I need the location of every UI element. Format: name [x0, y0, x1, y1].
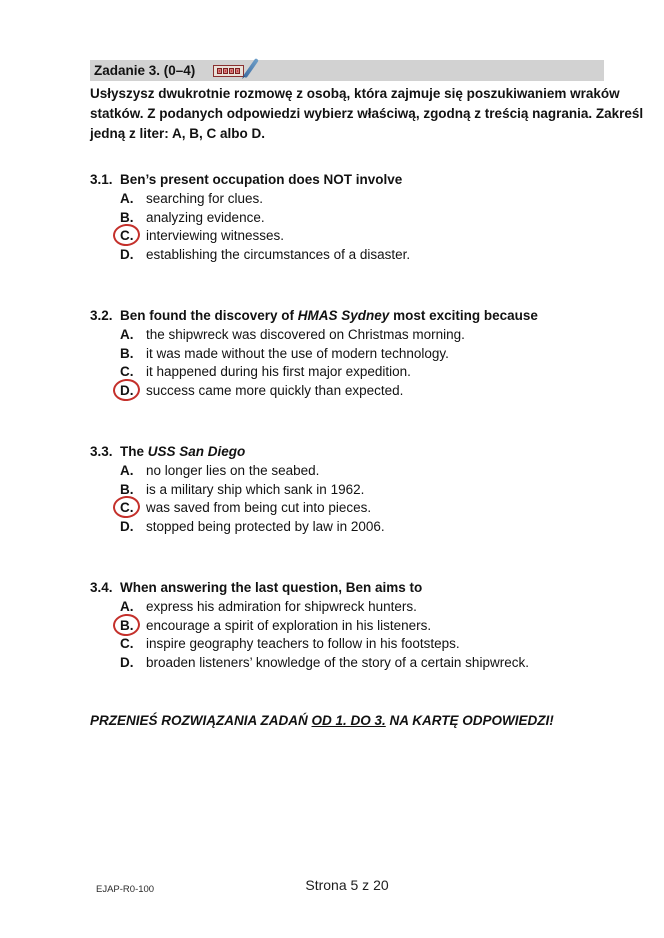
- task-title: Zadanie 3. (0–4): [94, 63, 196, 78]
- question-number: 3.3.: [90, 444, 113, 459]
- option-row-a: [120, 598, 604, 617]
- question-stem: [120, 306, 538, 325]
- option-text: the shipwreck was discovered on Christmas morning.: [146, 327, 465, 342]
- option-row-a: [120, 326, 604, 345]
- option-letter: A.: [120, 327, 134, 342]
- question-block-3-4: [90, 578, 604, 672]
- option-text: stopped being protected by law in 2006.: [146, 518, 385, 534]
- answer-box: [229, 68, 234, 74]
- stem-text: Ben’s present occupation does NOT involve: [120, 172, 403, 187]
- option-row-b: [120, 209, 604, 228]
- task-header-bar: [90, 60, 604, 81]
- question-heading: [90, 578, 604, 597]
- option-row-c: [120, 363, 604, 382]
- option-letter: B.: [120, 617, 146, 636]
- option-row-d: [120, 654, 604, 673]
- question-number: 3.1.: [90, 172, 113, 187]
- option-letter: D.: [120, 382, 146, 401]
- option-letter: B.: [120, 481, 134, 497]
- option-text: encourage a spirit of exploration in his listeners.: [146, 617, 432, 633]
- options-list: [120, 190, 604, 264]
- option-row-c: [120, 499, 604, 518]
- option-letter: A.: [120, 191, 134, 206]
- option-text: is a military ship which sank in 1962.: [146, 481, 365, 497]
- option-text: broaden listeners’ knowledge of the story of a certain shipwreck.: [146, 654, 529, 670]
- instruction-line: Usłyszysz dwukrotnie rozmowę z osobą, która zajmuje się poszukiwaniem wraków: [90, 86, 620, 101]
- option-letter: C.: [120, 364, 134, 379]
- question-stem: [120, 170, 402, 189]
- question-stem: [120, 442, 245, 461]
- question-number: 3.4.: [90, 580, 113, 595]
- option-text: analyzing evidence.: [146, 209, 265, 225]
- page-number: Strona 5 z 20: [305, 877, 389, 893]
- option-row-b: [120, 345, 604, 364]
- options-list: [120, 598, 604, 672]
- option-letter: B.: [120, 209, 134, 225]
- instruction-line: statków. Z podanych odpowiedzi wybierz właściwą, zgodną z treścią nagrania. Zakreśl: [90, 106, 644, 121]
- instruction-line: jedną z liter: A, B, C albo D.: [90, 126, 266, 141]
- option-row-c: [120, 635, 604, 654]
- transfer-text: NA KARTĘ ODPOWIEDZI!: [385, 713, 554, 728]
- transfer-underlined: OD 1. DO 3.: [311, 713, 386, 728]
- stem-text: most exciting because: [389, 308, 538, 323]
- question-block-3-2: [90, 306, 604, 400]
- option-row-d: [120, 518, 604, 537]
- question-stem-italic: HMAS Sydney: [297, 308, 390, 323]
- option-row-b: [120, 617, 604, 636]
- answer-box: [223, 68, 228, 74]
- question-stem: [120, 578, 422, 597]
- option-letter: C.: [120, 499, 146, 518]
- option-text: establishing the circumstances of a disaster.: [146, 246, 411, 262]
- question-block-3-3: [90, 442, 604, 536]
- option-text: was saved from being cut into pieces.: [146, 500, 372, 515]
- option-letter: D.: [120, 654, 134, 670]
- question-block-3-1: [90, 170, 604, 264]
- option-letter: C.: [120, 227, 146, 246]
- pencil-icon: [243, 57, 258, 77]
- question-stem-italic: USS San Diego: [147, 444, 246, 459]
- question-number: 3.2.: [90, 308, 113, 323]
- task-instructions: [90, 84, 644, 144]
- option-row-a: [120, 190, 604, 209]
- options-list: [120, 326, 604, 400]
- option-row-d: [120, 382, 604, 401]
- question-heading: [90, 306, 604, 325]
- option-letter: A.: [120, 463, 134, 478]
- option-row-d: [120, 246, 604, 265]
- page-content: [90, 60, 644, 728]
- option-text: searching for clues.: [146, 191, 264, 206]
- option-letter: C.: [120, 636, 134, 651]
- stem-text: Ben found the discovery of: [120, 308, 298, 323]
- stem-text: When answering the last question, Ben aims to: [120, 580, 423, 595]
- transfer-instruction: [90, 713, 604, 728]
- option-text: no longer lies on the seabed.: [146, 463, 320, 478]
- footer-code: EJAP-R0-100: [96, 884, 155, 895]
- option-letter: D.: [120, 246, 134, 262]
- option-text: it was made without the use of modern technology.: [146, 345, 449, 361]
- option-letter: A.: [120, 599, 134, 614]
- option-text: express his admiration for shipwreck hunters.: [146, 599, 417, 614]
- answer-box: [217, 68, 222, 74]
- answer-boxes-pencil-icon: [213, 64, 249, 78]
- option-row-c: [120, 227, 604, 246]
- options-list: [120, 462, 604, 536]
- option-text: it happened during his first major expedition.: [146, 364, 411, 379]
- question-heading: [90, 170, 604, 189]
- option-row-a: [120, 462, 604, 481]
- option-letter: B.: [120, 345, 134, 361]
- question-heading: [90, 442, 604, 461]
- option-text: success came more quickly than expected.: [146, 382, 404, 398]
- option-letter: D.: [120, 518, 134, 534]
- option-text: inspire geography teachers to follow in his footsteps.: [146, 636, 460, 651]
- option-text: interviewing witnesses.: [146, 228, 285, 243]
- option-row-b: [120, 481, 604, 500]
- transfer-text: PRZENIEŚ ROZWIĄZANIA ZADAŃ: [90, 713, 312, 728]
- answer-boxes: [213, 65, 244, 77]
- stem-text: The: [120, 444, 148, 459]
- answer-box: [235, 68, 240, 74]
